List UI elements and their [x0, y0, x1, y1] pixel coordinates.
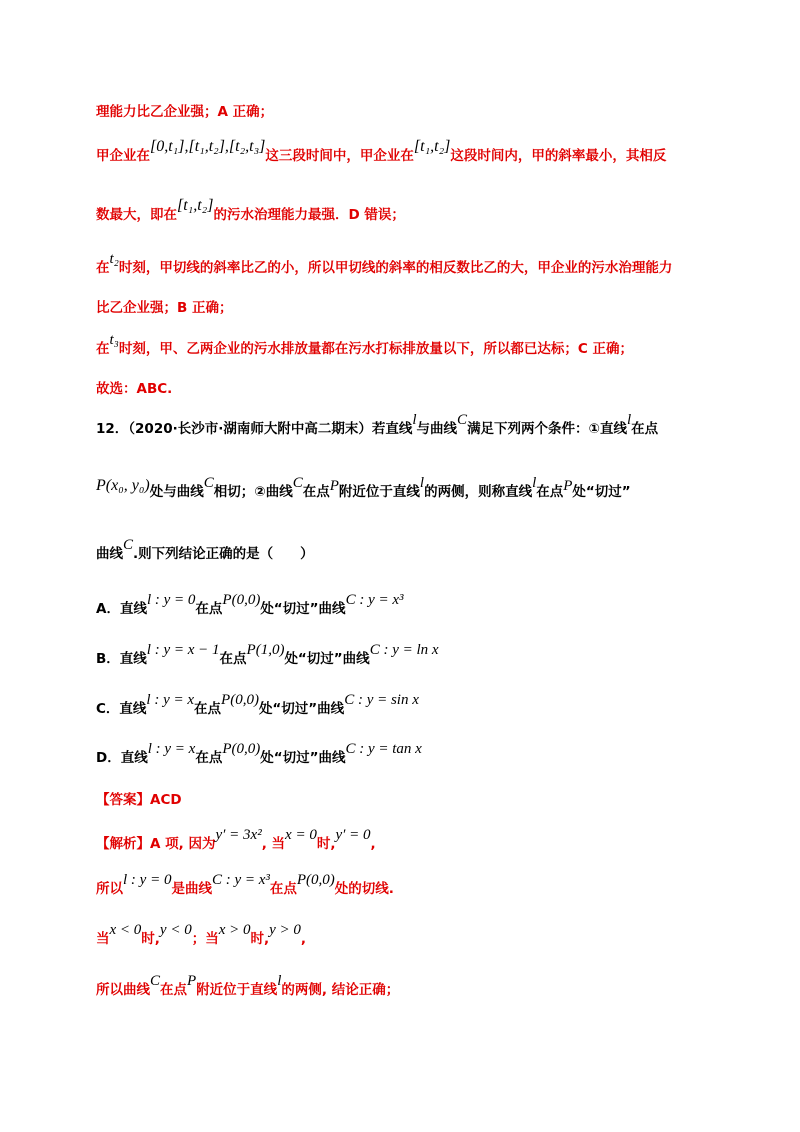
text: 处“切过” [572, 484, 631, 500]
text: 在点 [269, 881, 297, 897]
math-l: l [532, 475, 537, 491]
math-curve: C : y = x³ [211, 872, 270, 888]
answer-text: 【答案】ACD [96, 792, 182, 808]
math-curve: C : y = x³ [345, 592, 404, 608]
text: 时, [316, 836, 336, 852]
option-label: B．直线 [96, 651, 147, 667]
text: 时刻，甲、乙两企业的污水排放量都在污水打标排放量以下，所以都已达标；C 正确； [118, 341, 633, 357]
text: 在点 [160, 982, 188, 998]
text: .则下列结论正确的是（ ） [133, 546, 314, 562]
math-P: P [329, 478, 339, 494]
analysis-line-2 [96, 872, 394, 898]
math-l: l [412, 412, 417, 428]
text: 处“切过”曲线 [260, 750, 346, 766]
math-line: l : y = x [147, 741, 196, 757]
math-point: P(0,0) [296, 872, 335, 888]
text: 【解析】A 项, 因为 [96, 836, 216, 852]
text: 处“切过”曲线 [258, 701, 345, 717]
math-interval: [t₁,t₂] [413, 138, 451, 155]
text: 当 [96, 931, 110, 947]
math-t2: t₂ [109, 251, 119, 267]
math-C: C [457, 412, 468, 428]
math-P: P [187, 973, 197, 989]
text: , [300, 931, 307, 947]
math-derivative: y′ = 3x² [215, 827, 262, 843]
math-intervals: [0,t₁],[t₁,t₂],[t₂,t₃] [150, 138, 266, 155]
option-c [96, 692, 419, 718]
solution-line-2 [96, 138, 667, 165]
solution-line-5 [96, 296, 233, 316]
math-l: l [419, 475, 425, 491]
math-line: l : y = x − 1 [146, 642, 220, 658]
solution-line-6 [96, 332, 633, 358]
text: 的两侧, 结论正确； [281, 982, 400, 998]
solution-line-7 [96, 377, 172, 397]
text: 在点 [302, 484, 330, 500]
math-C: C [203, 475, 214, 491]
math-t3: t₃ [109, 332, 119, 348]
math-l: l [277, 973, 282, 989]
math-point: P(1,0) [246, 642, 285, 658]
text: 时, [141, 931, 160, 947]
option-label: D．直线 [96, 750, 148, 766]
math-curve: C : y = ln x [369, 642, 439, 658]
analysis-line-3 [96, 922, 307, 948]
option-a [96, 592, 404, 618]
text: 满足下列两个条件：①直线 [467, 421, 627, 437]
text: 处与曲线 [149, 484, 204, 500]
option-d [96, 741, 422, 767]
math-ineq: y > 0 [269, 922, 301, 938]
math-ineq: x < 0 [109, 922, 142, 938]
math-point: P(0,0) [222, 592, 261, 608]
math-curve: C : y = tan x [345, 741, 422, 757]
text: 时, [250, 931, 270, 947]
math-derivative-zero: y′ = 0 [335, 827, 371, 843]
text: 处的切线. [334, 881, 394, 897]
math-ineq: x > 0 [218, 922, 251, 938]
math-line: l : y = x [146, 692, 195, 708]
text: 附近位于直线 [196, 982, 278, 998]
text: 处“切过”曲线 [260, 601, 346, 617]
text: 比乙企业强；B 正确； [96, 300, 233, 316]
text: 所以曲线 [96, 982, 150, 998]
text: 这三段时间中，甲企业在 [265, 148, 414, 164]
text: 在 [96, 341, 110, 357]
text: 相切；②曲线 [213, 484, 293, 500]
text: , [370, 836, 376, 852]
math-line: l : y = 0 [123, 872, 172, 888]
question-line-2 [96, 475, 631, 501]
text: 与曲线 [416, 421, 458, 437]
question-line-3 [96, 537, 314, 563]
math-C: C [150, 973, 161, 989]
text: 数最大，即在 [96, 207, 177, 223]
text: 在点 [194, 701, 222, 717]
text: 在点 [195, 601, 223, 617]
analysis-line-1 [96, 827, 376, 853]
text: 在点 [631, 421, 659, 437]
text: 12．（2020·长沙市·湖南师大附中高二期末）若直线 [96, 421, 413, 437]
math-ineq: y < 0 [159, 922, 192, 938]
math-C: C [123, 537, 134, 553]
text: 在点 [219, 651, 247, 667]
option-label: C．直线 [96, 701, 147, 717]
text: 在 [96, 260, 110, 276]
text: 的污水治理能力最强．D 错误； [213, 207, 405, 223]
text: 故选：ABC. [96, 381, 173, 397]
math-P: P [563, 478, 573, 494]
math-C: C [292, 475, 303, 491]
text: 时刻，甲切线的斜率比乙的小，所以甲切线的斜率的相反数比乙的大，甲企业的污水治理能力 [118, 260, 673, 276]
math-x-zero: x = 0 [285, 827, 317, 843]
solution-line-4 [96, 251, 673, 277]
question-line-1 [96, 412, 659, 438]
solution-line-1 [96, 100, 273, 120]
text: 的两侧，则称直线 [424, 484, 533, 500]
math-point: P(0,0) [221, 692, 259, 708]
text: 理能力比乙企业强；A 正确； [96, 104, 274, 120]
text: 在点 [195, 750, 223, 766]
math-point: P(0,0) [222, 741, 261, 757]
text: 在点 [536, 484, 564, 500]
text: 是曲线 [171, 881, 212, 897]
math-line: l : y = 0 [146, 592, 196, 608]
math-point: P(x₀, y₀) [96, 477, 150, 494]
text: 附近位于直线 [338, 484, 420, 500]
option-label: A．直线 [96, 601, 147, 617]
text: 甲企业在 [96, 148, 150, 164]
text: , 当 [261, 836, 286, 852]
math-curve: C : y = sin x [344, 692, 419, 708]
text: 曲线 [96, 546, 123, 562]
option-b [96, 642, 439, 668]
analysis-line-4 [96, 973, 400, 999]
text: 这段时间内，甲的斜率最小，其相反 [450, 148, 667, 164]
answer-line [96, 788, 182, 808]
math-interval: [t₁,t₂] [177, 197, 214, 214]
text: 所以 [96, 881, 123, 897]
math-l: l [627, 412, 632, 428]
solution-line-3 [96, 197, 405, 224]
text: ；当 [191, 931, 219, 947]
text: 处“切过”曲线 [284, 651, 370, 667]
